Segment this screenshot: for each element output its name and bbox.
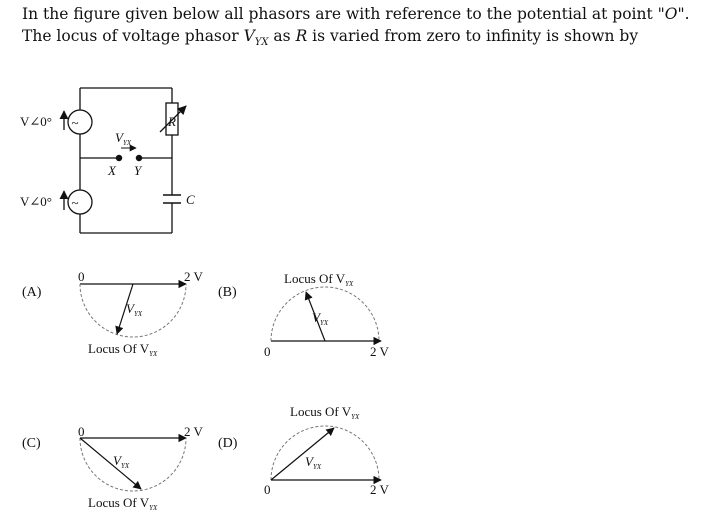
source-bottom-label: V∠0°: [20, 194, 52, 209]
option-b-locus: [271, 287, 379, 341]
option-d-locus-label: Locus Of $V_{YX}$: [290, 404, 360, 421]
node-y: [136, 155, 141, 160]
option-c-end: 2 V: [184, 424, 203, 439]
option-a-phasor-label: $V_{YX}$: [126, 301, 143, 318]
option-c-letter: (C): [22, 436, 41, 451]
variable-r: R: [295, 27, 308, 45]
phasor-symbol: $V_{YX}$: [243, 27, 269, 49]
option-a-letter: (A): [22, 285, 42, 300]
node-x-label: X: [108, 163, 116, 178]
source-top-label: V∠0°: [20, 114, 52, 129]
option-b: [218, 271, 390, 359]
source-bottom-symbol: ~: [71, 195, 79, 210]
question-text: In the figure given below all phasors are with reference to the potential at point "O". The locus of voltage phasor $V_{YX}$ as R is varied from zero to infinity is shown by: [22, 5, 690, 49]
option-a: [22, 269, 204, 358]
vyx-label: $V_{YX}$: [115, 130, 132, 147]
circuit-diagram: [64, 88, 186, 233]
capacitor-label: C: [186, 192, 195, 207]
option-c-locus-label: Locus Of $V_{YX}$: [88, 495, 158, 512]
option-a-end: 2 V: [184, 269, 203, 284]
option-d-letter: (D): [218, 436, 238, 451]
option-c-phasor-label: $V_{YX}$: [113, 453, 130, 470]
option-d-zero: 0: [264, 482, 271, 497]
resistor-label: R: [168, 114, 176, 129]
option-d-phasor: [271, 428, 334, 480]
source-top-symbol: ~: [71, 115, 79, 130]
node-x: [116, 155, 121, 160]
option-a-zero: 0: [78, 269, 85, 284]
option-d-end: 2 V: [370, 482, 389, 497]
option-d-phasor-label: $V_{YX}$: [305, 454, 322, 471]
option-d-locus: [271, 426, 379, 480]
option-b-locus-label: Locus Of $V_{YX}$: [284, 271, 354, 288]
option-b-zero: 0: [264, 344, 271, 359]
option-c-phasor: [80, 438, 141, 489]
option-b-end: 2 V: [370, 344, 389, 359]
option-c: [22, 424, 204, 512]
option-d: [218, 404, 390, 497]
option-a-locus-label: Locus Of $V_{YX}$: [88, 341, 158, 358]
point-o: O: [664, 5, 678, 23]
option-c-zero: 0: [78, 424, 85, 439]
option-b-phasor-label: $V_{YX}$: [312, 310, 329, 327]
option-b-letter: (B): [218, 285, 237, 300]
node-y-label: Y: [134, 163, 142, 178]
